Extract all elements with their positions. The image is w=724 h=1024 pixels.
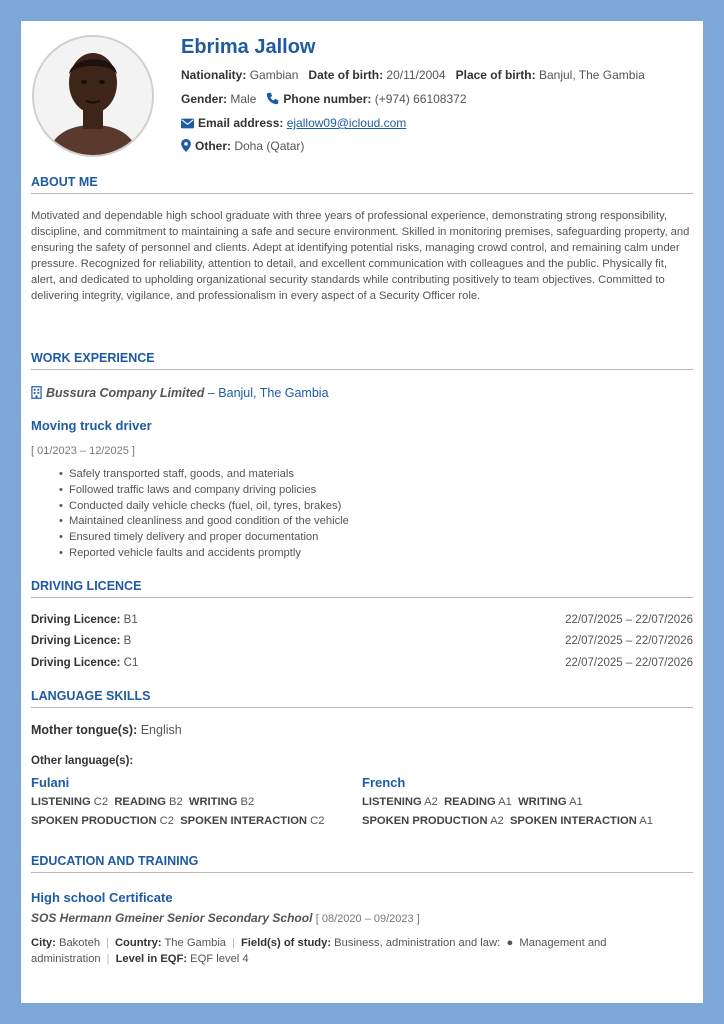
personal-info-line-1 — [181, 68, 645, 82]
language-block-french — [362, 775, 692, 827]
mother-tongue-value: English — [140, 723, 182, 737]
other-value: Doha (Qatar) — [234, 139, 305, 153]
nationality-value: Gambian — [249, 68, 299, 82]
person-name: Ebrima Jallow — [181, 36, 316, 58]
listening-label: LISTENING — [362, 796, 422, 808]
other-label: Other: — [195, 139, 231, 153]
reading-label: READING — [114, 796, 166, 808]
field-value: Business, administration and law: — [334, 937, 501, 949]
job-title: Moving truck driver — [31, 418, 152, 433]
email-icon — [181, 118, 194, 129]
licence-label: Driving Licence: — [31, 614, 121, 626]
language-skills-row — [362, 796, 692, 808]
school-name: SOS Hermann Gmeiner Senior Secondary School — [31, 911, 313, 925]
pob-value: Banjul, The Gambia — [538, 68, 645, 82]
job-dates: [ 01/2023 – 12/2025 ] — [31, 445, 135, 457]
eqf-label: Level in EQF: — [115, 953, 188, 965]
other-line — [181, 139, 304, 153]
profile-photo — [32, 35, 154, 157]
cv-page — [21, 21, 703, 1003]
reading-level: B2 — [169, 796, 183, 808]
section-about-title: ABOUT ME — [31, 175, 693, 194]
phone-label: Phone number: — [283, 92, 372, 106]
licence-row — [31, 635, 693, 647]
licence-dates: 22/07/2025 – 22/07/2026 — [565, 635, 693, 647]
phone-icon — [266, 92, 279, 105]
spoken-production-label: SPOKEN PRODUCTION — [362, 815, 488, 827]
email-link[interactable]: ejallow09@icloud.com — [286, 116, 407, 130]
education-details: City: Bakoteh | Country: The Gambia | Field(s) of study: Business, administration and law: ● Management and administration | Level in EQF: EQF level 4 — [31, 937, 607, 965]
email-label: Email address: — [198, 116, 284, 130]
list-item: • Followed traffic laws and company driving policies — [59, 483, 659, 499]
mother-tongue-label: Mother tongue(s): — [31, 723, 138, 737]
licence-label: Driving Licence: — [31, 635, 121, 647]
list-item: • Reported vehicle faults and accidents promptly — [59, 546, 659, 562]
reading-label: READING — [444, 796, 496, 808]
dob-value: 20/11/2004 — [386, 68, 446, 82]
spoken-production-label: SPOKEN PRODUCTION — [31, 815, 157, 827]
company-dash: – — [204, 386, 219, 400]
city-value: Bakoteh — [58, 937, 101, 949]
spoken-production-level: C2 — [159, 815, 174, 827]
eqf-value: EQF level 4 — [190, 953, 249, 965]
listening-level: C2 — [93, 796, 109, 808]
dob-label: Date of birth: — [308, 68, 384, 82]
list-item: • Conducted daily vehicle checks (fuel, oil, tyres, brakes) — [59, 499, 659, 515]
list-item: • Ensured timely delivery and proper documentation — [59, 530, 659, 546]
listening-level: A2 — [424, 796, 438, 808]
section-language-title: LANGUAGE SKILLS — [31, 689, 693, 708]
spoken-interaction-label: SPOKEN INTERACTION — [180, 815, 308, 827]
spoken-interaction-label: SPOKEN INTERACTION — [509, 815, 637, 827]
field-bullet: ● — [506, 937, 514, 949]
gender-value: Male — [230, 92, 257, 106]
writing-label: WRITING — [518, 796, 567, 808]
field-item: Management and administration — [31, 937, 607, 965]
school-line — [31, 911, 420, 925]
language-name: Fulani — [31, 775, 70, 790]
licence-row — [31, 657, 693, 669]
writing-level: A1 — [569, 796, 583, 808]
section-education-title: EDUCATION AND TRAINING — [31, 854, 693, 873]
country-value: The Gambia — [164, 937, 227, 949]
spoken-production-level: A2 — [490, 815, 504, 827]
section-licence-title: DRIVING LICENCE — [31, 579, 693, 598]
spoken-interaction-level: C2 — [310, 815, 325, 827]
gender-label: Gender: — [181, 92, 228, 106]
field-label: Field(s) of study: — [240, 937, 332, 949]
writing-label: WRITING — [188, 796, 238, 808]
reading-level: A1 — [498, 796, 512, 808]
licence-category: C1 — [123, 657, 139, 669]
school-dates: [ 08/2020 – 09/2023 ] — [315, 913, 420, 925]
licence-category: B1 — [123, 614, 138, 626]
job-bullets — [59, 467, 659, 562]
country-label: Country: — [114, 937, 162, 949]
listening-label: LISTENING — [31, 796, 91, 808]
language-skills-row — [31, 796, 351, 808]
language-block-fulani — [31, 775, 351, 827]
list-item: • Safely transported staff, goods, and materials — [59, 467, 659, 483]
licence-row — [31, 614, 693, 626]
nationality-label: Nationality: — [181, 68, 247, 82]
language-skills-row — [362, 815, 692, 827]
licence-category: B — [123, 635, 132, 647]
language-name: French — [362, 775, 406, 790]
licence-dates: 22/07/2025 – 22/07/2026 — [565, 614, 693, 626]
employer-line — [31, 386, 329, 400]
company-name: Bussura Company Limited — [46, 386, 205, 400]
city-label: City: — [31, 937, 56, 949]
personal-info-line-2 — [181, 92, 467, 106]
email-line — [181, 116, 406, 130]
about-text: Motivated and dependable high school graduate with three years of professional experience, demonstrating strong responsibility, discipline, and commitment to maintaining a safe and secure environment. Skilled in monitoring premises, safeguarding property, and ensuring the safety of personnel and clients. Adept at identifying potential risks, managing crowd control, and remaining calm under pressure. Recognized for reliability, attention to detail, and excellent communication with colleagues and the public. Physically fit, alert, and dedicated to upholding organizational security standards while contributing positively to team objectives. Committed to delivering integrity, vigilance, and professionalism in every aspect of a Security Officer role. — [31, 210, 690, 302]
mother-tongue-line — [31, 723, 182, 737]
degree-title: High school Certificate — [31, 890, 173, 905]
licence-dates: 22/07/2025 – 22/07/2026 — [565, 657, 693, 669]
language-skills-row — [31, 815, 351, 827]
section-work-title: WORK EXPERIENCE — [31, 351, 693, 370]
other-languages-label: Other language(s): — [31, 755, 134, 767]
phone-value: (+974) 66108372 — [374, 92, 467, 106]
list-item: • Maintained cleanliness and good condition of the vehicle — [59, 514, 659, 530]
building-icon — [31, 386, 42, 399]
writing-level: B2 — [240, 796, 255, 808]
pob-label: Place of birth: — [455, 68, 536, 82]
location-pin-icon — [181, 139, 191, 152]
person-photo-icon — [34, 37, 152, 155]
company-location: Banjul, The Gambia — [218, 386, 329, 400]
licence-label: Driving Licence: — [31, 657, 121, 669]
spoken-interaction-level: A1 — [639, 815, 653, 827]
